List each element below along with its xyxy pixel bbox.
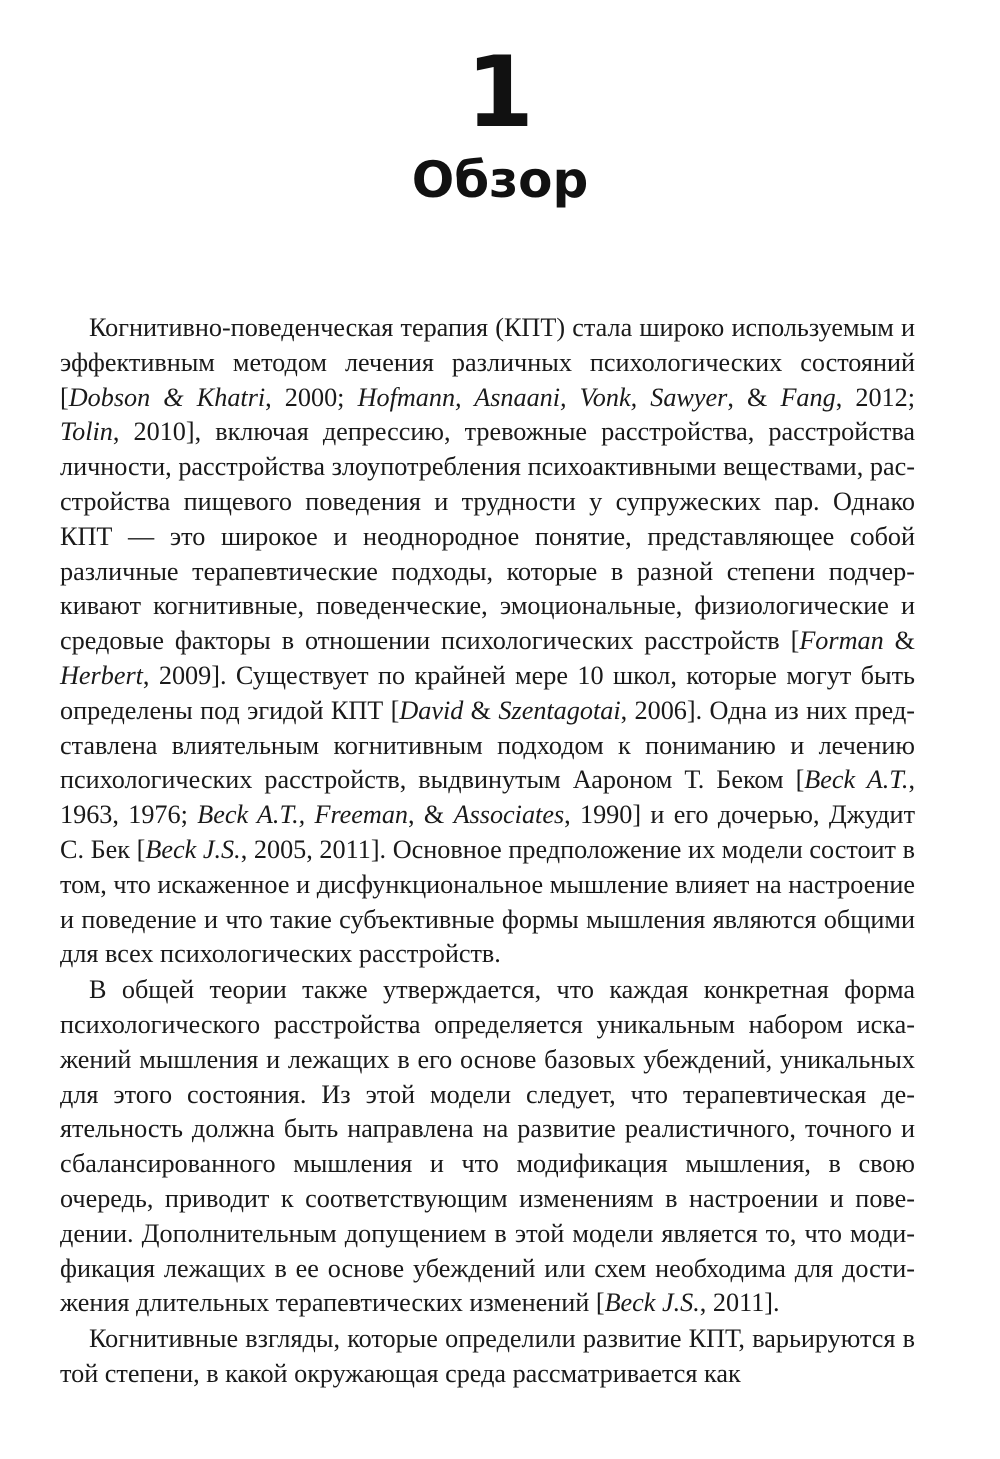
text-run: , & (408, 800, 454, 830)
paragraph-3 (60, 1322, 915, 1392)
citation-author: Fang (780, 382, 836, 412)
citation-author: Associates (453, 800, 565, 830)
chapter-number: 1 (465, 36, 535, 150)
citation-author: Herbert (60, 660, 143, 690)
chapter-title: Обзор (411, 151, 589, 209)
citation-author: Tolin (60, 417, 113, 447)
text-run: & (463, 695, 499, 725)
text-run: , 2010], включая депрессию, тревожные расстройства, расстройства личности, расстройства злоупотребления психоактивными веществами, расстройства пищевого поведения и трудности у супружеских пар. Однако КПТ — это широкое и неоднородное понятие, представляющее собой различные терапевтические подходы, которые в разной степени подчеркивают когнитивные, поведенческие, эмоциональные, физиологические и средовые факторы в отношении психологических расстройств [ (60, 417, 915, 656)
citation-author: Szentagotai (498, 695, 621, 725)
text-run: , 1963, 1976; (60, 765, 915, 830)
text-run: , 2009]. Существует по крайней мере 10 школ, которые могут быть определены под эгидой КПТ [ (60, 660, 915, 725)
paragraph-1 (60, 311, 915, 972)
citation-author: Beck J.S. (145, 834, 241, 864)
citation-author: Beck J.S. (604, 1288, 700, 1318)
text-run: Когнитивные взгляды, которые определили развитие КПТ, варьируются в той степени, в какой окружающая среда рассматривается как (60, 1324, 915, 1388)
citation-author: Beck A.T. (804, 765, 909, 795)
citation-author: Beck A.T., Freeman (197, 800, 409, 830)
citation-author: David (399, 695, 464, 725)
text-run: & (883, 626, 915, 656)
text-run: В общей теории также утверждается, что каждая конкретная форма психологического расстройства определяется уникальным набором искажений мышления и лежащих в его основе базовых убеждений, уникальных для этого состояния. Из этой модели следует, что терапевтическая деятельность должна быть направлена на развитие реалистичного, точного и сбалансированного мышления и что модификация мышления, в свою очередь, приводит к соответствующим изменениям в настроении и поведении. Дополнительным допущением в этой модели является то, что модификация лежащих в ее основе убеждений или схем необходима для достижения длительных терапевтических изменений [ (60, 975, 915, 1318)
text-run: , & (727, 382, 781, 412)
chapter-body (60, 311, 915, 1392)
text-run: , 2005, 2011]. Основное предположение их модели состоит в том, что искаженное и дисфункциональное мышление влияет на настроение и поведение и что такие субъективные формы мышления являются общими для всех психологических расстройств. (60, 834, 915, 969)
text-run: Когнитивно-поведенческая терапия (КПТ) стала широко используемым и эффективным методом лечения различных психологических состояний [ (60, 313, 915, 412)
text-run: , 2000; (265, 382, 358, 412)
citation-author: Hofmann, Asnaani, Vonk, Sawyer (357, 382, 728, 412)
text-run: , 1990] и его дочерью, Джудит С. Бек [ (60, 800, 916, 864)
text-run: , 2006]. Одна из них представлена влиятельным когнитивным подходом к пониманию и лечению психологических расстройств, выдвинутым Аароном Т. Беком [ (60, 695, 916, 795)
text-run: , 2012; (835, 382, 916, 412)
text-run: , 2011]. (699, 1288, 780, 1318)
citation-author: Forman (799, 626, 884, 656)
paragraph-2 (60, 973, 915, 1321)
citation-author: Dobson & Khatri (68, 382, 266, 412)
